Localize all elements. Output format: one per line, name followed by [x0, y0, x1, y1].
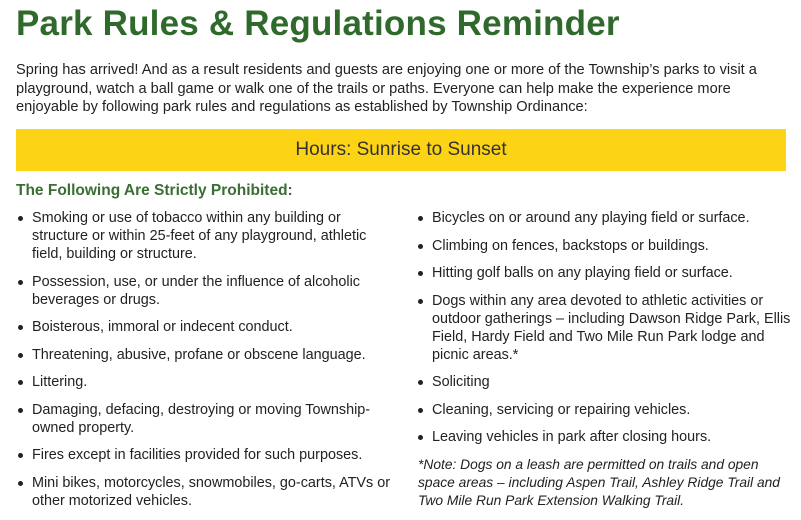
list-item: Dogs within any area devoted to athletic activities or outdoor gatherings – including Dawson Ridge Park, Ellis Field, Hardy Field and Two Mile Run Park lodge and picnic areas.*	[416, 292, 796, 364]
list-item: Mini bikes, motorcycles, snowmobiles, go-carts, ATVs or other motorized vehicles.	[16, 474, 396, 510]
list-item: Littering.	[16, 373, 396, 391]
list-item: Soliciting	[416, 373, 796, 391]
dog-leash-note: *Note: Dogs on a leash are permitted on trails and open space areas – including Aspen Trail, Ashley Ridge Trail and Two Mile Run Park Extension Walking Trail.	[418, 457, 780, 508]
page-title: Park Rules & Regulations Reminder	[16, 4, 620, 43]
list-item: Smoking or use of tobacco within any building or structure or within 25-feet of any playground, athletic field, building or structure.	[16, 209, 396, 263]
list-item: Threatening, abusive, profane or obscene language.	[16, 346, 396, 364]
intro-paragraph: Spring has arrived! And as a result residents and guests are enjoying one or more of the Township’s parks to visit a playground, watch a ball game or walk one of the trails or paths. Everyone can help make the experience more enjoyable by following park rules and regulations as established by Township Ordinance:	[16, 62, 757, 116]
list-item: Damaging, defacing, destroying or moving Township-owned property.	[16, 401, 396, 437]
list-item: Leaving vehicles in park after closing hours.	[416, 428, 796, 446]
prohibited-list-right	[416, 209, 796, 456]
prohibited-heading: The Following Are Strictly Prohibited:	[16, 182, 293, 199]
list-item: Climbing on fences, backstops or buildings.	[416, 237, 796, 255]
list-item: Boisterous, immoral or indecent conduct.	[16, 318, 396, 336]
list-item: Bicycles on or around any playing field or surface.	[416, 209, 796, 227]
list-item: Possession, use, or under the influence of alcoholic beverages or drugs.	[16, 273, 396, 309]
list-item: Hitting golf balls on any playing field or surface.	[416, 264, 796, 282]
list-item: Cleaning, servicing or repairing vehicles.	[416, 401, 796, 419]
list-item: Fires except in facilities provided for such purposes.	[16, 446, 396, 464]
prohibited-list-left	[16, 209, 396, 519]
hours-banner: Hours: Sunrise to Sunset	[16, 129, 786, 171]
